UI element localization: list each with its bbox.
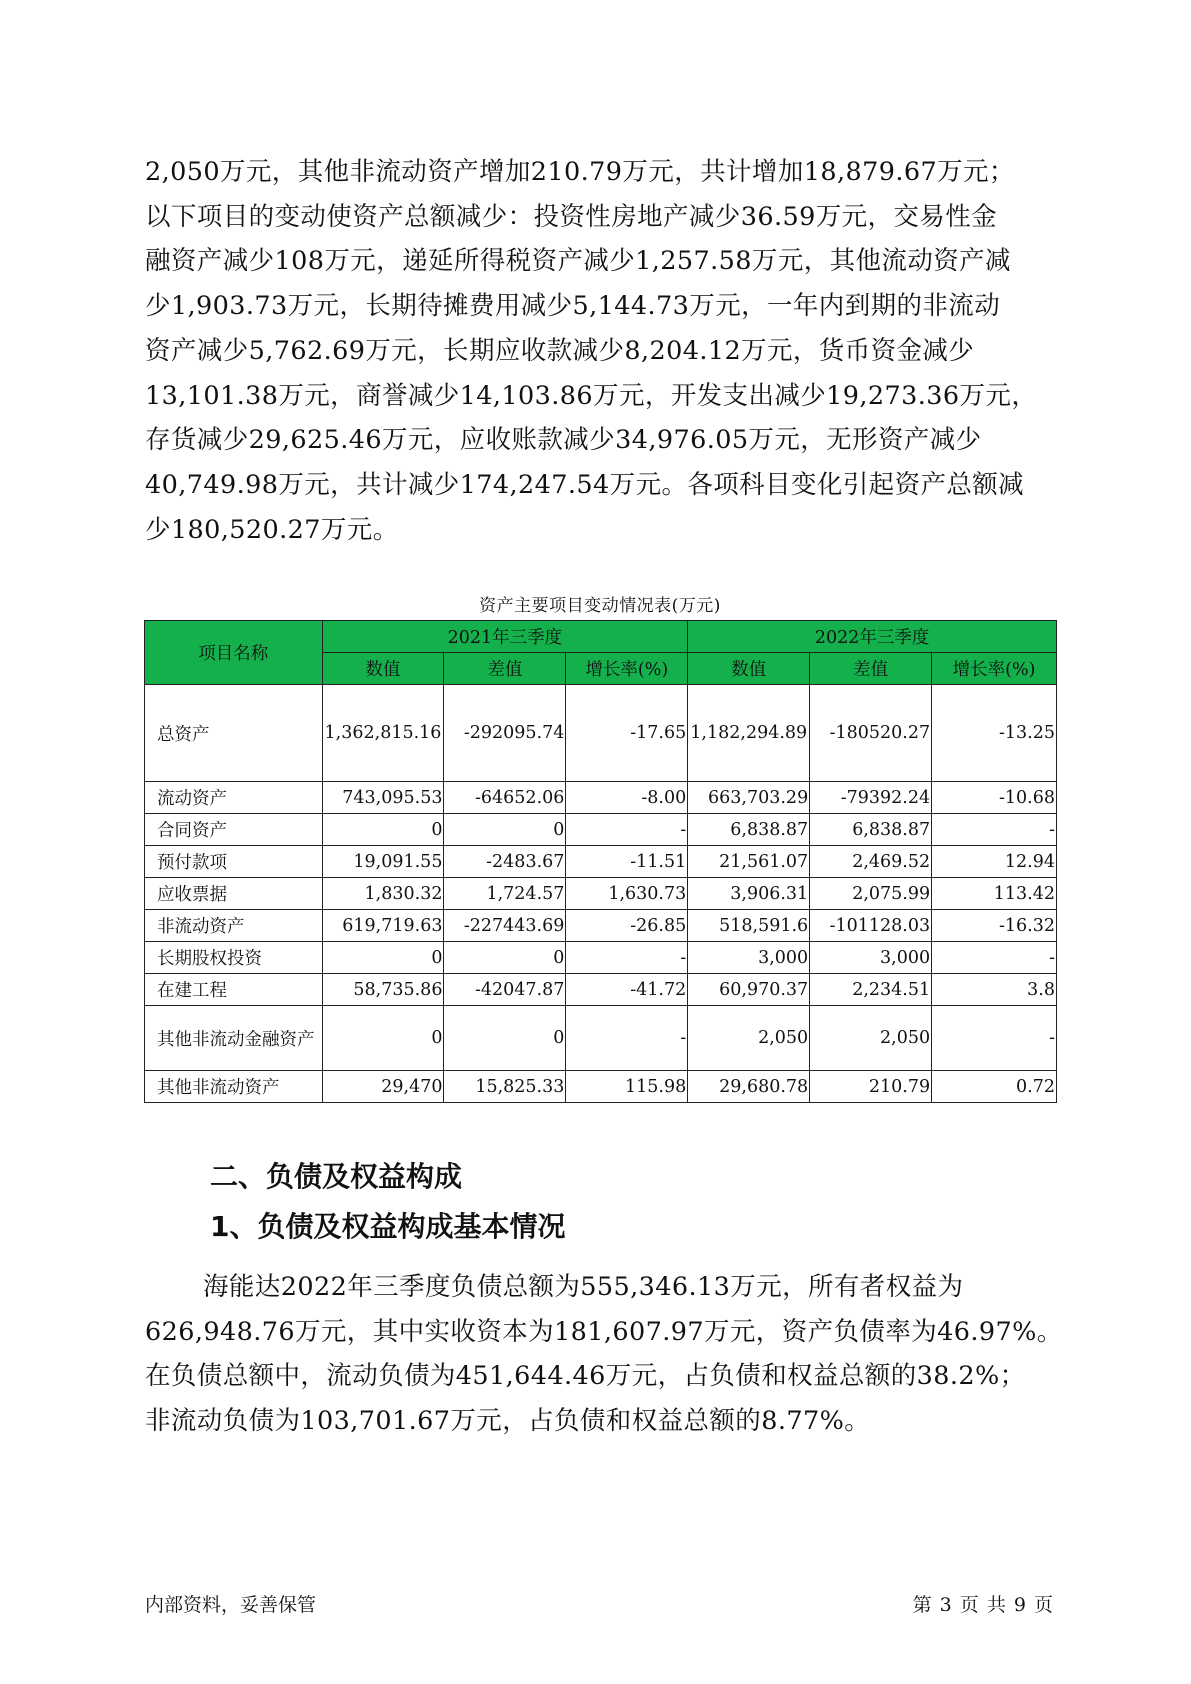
cell-diff-2022: 210.79 — [810, 1071, 932, 1103]
row-name: 应收票据 — [145, 878, 323, 910]
text-line: 少1,903.73万元，长期待摊费用减少5,144.73万元，一年内到期的非流动 — [145, 291, 1001, 322]
cell-growth-2022: -16.32 — [932, 910, 1057, 942]
cell-value-2022: 518,591.6 — [688, 910, 810, 942]
table-row — [145, 1006, 1057, 1071]
cell-diff-2021: -227443.69 — [444, 910, 566, 942]
cell-value-2022: 60,970.37 — [688, 974, 810, 1006]
cell-diff-2021: -42047.87 — [444, 974, 566, 1006]
text-line: 融资产减少108万元，递延所得税资产减少1,257.58万元，其他流动资产减 — [145, 246, 1011, 277]
paragraph-asset-changes — [145, 150, 1055, 552]
subsection-heading: 1、负债及权益构成基本情况 — [210, 1210, 566, 1243]
cell-diff-2022: 2,050 — [810, 1006, 932, 1071]
cell-value-2022: 29,680.78 — [688, 1071, 810, 1103]
header-item-name: 项目名称 — [145, 621, 323, 685]
cell-diff-2022: 2,075.99 — [810, 878, 932, 910]
cell-diff-2021: 1,724.57 — [444, 878, 566, 910]
table-row — [145, 782, 1057, 814]
cell-growth-2022: 12.94 — [932, 846, 1057, 878]
text-line: 40,749.98万元，共计减少174,247.54万元。各项科目变化引起资产总额减 — [145, 469, 1025, 500]
cell-diff-2021: -292095.74 — [444, 685, 566, 782]
table-row — [145, 974, 1057, 1006]
text-line: 非流动负债为103,701.67万元，占负债和权益总额的8.77%。 — [145, 1406, 871, 1437]
cell-diff-2022: 2,234.51 — [810, 974, 932, 1006]
cell-value-2022: 663,703.29 — [688, 782, 810, 814]
cell-value-2022: 1,182,294.89 — [688, 685, 810, 782]
text-line: 存货减少29,625.46万元，应收账款减少34,976.05万元，无形资产减少 — [145, 425, 982, 456]
text-line: 在负债总额中，流动负债为451,644.46万元，占负债和权益总额的38.2%； — [145, 1361, 1026, 1392]
table-row — [145, 910, 1057, 942]
header-diff-2021: 差值 — [444, 653, 566, 685]
footer-confidential-note: 内部资料，妥善保管 — [145, 1594, 317, 1616]
cell-growth-2021: - — [566, 814, 688, 846]
footer-page-number: 第 3 页 共 9 页 — [912, 1594, 1054, 1616]
section-heading: 二、负债及权益构成 — [210, 1160, 463, 1193]
cell-value-2021: 0 — [322, 942, 444, 974]
cell-growth-2021: - — [566, 942, 688, 974]
table-row — [145, 878, 1057, 910]
cell-value-2022: 21,561.07 — [688, 846, 810, 878]
cell-value-2021: 19,091.55 — [322, 846, 444, 878]
row-name: 总资产 — [145, 685, 323, 782]
table-row — [145, 846, 1057, 878]
cell-growth-2022: - — [932, 814, 1057, 846]
text-line: 以下项目的变动使资产总额减少：投资性房地产减少36.59万元，交易性金 — [145, 201, 998, 232]
text-line: 13,101.38万元，商誉减少14,103.86万元，开发支出减少19,273.36万元， — [145, 380, 1038, 411]
text-line: 626,948.76万元，其中实收资本为181,607.97万元，资产负债率为46.97%。 — [145, 1316, 1063, 1347]
cell-growth-2022: -13.25 — [932, 685, 1057, 782]
cell-value-2021: 619,719.63 — [322, 910, 444, 942]
text-line: 少180,520.27万元。 — [145, 514, 399, 545]
table-row — [145, 942, 1057, 974]
header-value-2022: 数值 — [688, 653, 810, 685]
header-year-2022: 2022年三季度 — [688, 621, 1057, 653]
cell-value-2021: 743,095.53 — [322, 782, 444, 814]
row-name: 其他非流动金融资产 — [145, 1006, 323, 1071]
row-name: 合同资产 — [145, 814, 323, 846]
table-row — [145, 685, 1057, 782]
cell-diff-2021: 15,825.33 — [444, 1071, 566, 1103]
cell-value-2022: 3,000 — [688, 942, 810, 974]
cell-growth-2021: - — [566, 1006, 688, 1071]
header-growth-2021: 增长率(%) — [566, 653, 688, 685]
cell-diff-2022: 6,838.87 — [810, 814, 932, 846]
cell-value-2021: 0 — [322, 1006, 444, 1071]
text-line: 海能达2022年三季度负债总额为555,346.13万元，所有者权益为 — [203, 1272, 964, 1302]
cell-growth-2022: 0.72 — [932, 1071, 1057, 1103]
paragraph-liabilities — [145, 1265, 1063, 1444]
cell-growth-2021: 115.98 — [566, 1071, 688, 1103]
table-row — [145, 814, 1057, 846]
table-caption: 资产主要项目变动情况表(万元) — [479, 596, 721, 616]
cell-growth-2022: - — [932, 1006, 1057, 1071]
cell-diff-2022: -101128.03 — [810, 910, 932, 942]
row-name: 流动资产 — [145, 782, 323, 814]
header-value-2021: 数值 — [322, 653, 444, 685]
text-line: 2,050万元，其他非流动资产增加210.79万元，共计增加18,879.67万元； — [145, 157, 1015, 187]
cell-growth-2021: -11.51 — [566, 846, 688, 878]
cell-growth-2021: -41.72 — [566, 974, 688, 1006]
cell-growth-2022: -10.68 — [932, 782, 1057, 814]
cell-growth-2022: 113.42 — [932, 878, 1057, 910]
row-name: 其他非流动资产 — [145, 1071, 323, 1103]
cell-value-2022: 6,838.87 — [688, 814, 810, 846]
cell-diff-2021: -2483.67 — [444, 846, 566, 878]
cell-diff-2021: 0 — [444, 814, 566, 846]
cell-diff-2021: 0 — [444, 942, 566, 974]
header-year-2021: 2021年三季度 — [322, 621, 688, 653]
cell-growth-2022: 3.8 — [932, 974, 1057, 1006]
cell-growth-2021: -17.65 — [566, 685, 688, 782]
header-diff-2022: 差值 — [810, 653, 932, 685]
text-line: 资产减少5,762.69万元，长期应收款减少8,204.12万元，货币资金减少 — [145, 335, 975, 366]
cell-value-2022: 2,050 — [688, 1006, 810, 1071]
table-row — [145, 1071, 1057, 1103]
row-name: 非流动资产 — [145, 910, 323, 942]
row-name: 在建工程 — [145, 974, 323, 1006]
cell-value-2021: 1,362,815.16 — [322, 685, 444, 782]
cell-value-2021: 0 — [322, 814, 444, 846]
cell-diff-2022: 2,469.52 — [810, 846, 932, 878]
cell-diff-2022: -180520.27 — [810, 685, 932, 782]
row-name: 长期股权投资 — [145, 942, 323, 974]
cell-diff-2022: 3,000 — [810, 942, 932, 974]
row-name: 预付款项 — [145, 846, 323, 878]
cell-value-2022: 3,906.31 — [688, 878, 810, 910]
cell-growth-2021: -8.00 — [566, 782, 688, 814]
cell-value-2021: 58,735.86 — [322, 974, 444, 1006]
cell-diff-2021: 0 — [444, 1006, 566, 1071]
cell-growth-2022: - — [932, 942, 1057, 974]
header-growth-2022: 增长率(%) — [932, 653, 1057, 685]
cell-diff-2021: -64652.06 — [444, 782, 566, 814]
cell-value-2021: 29,470 — [322, 1071, 444, 1103]
cell-growth-2021: 1,630.73 — [566, 878, 688, 910]
cell-growth-2021: -26.85 — [566, 910, 688, 942]
asset-change-table — [144, 620, 1057, 1103]
cell-diff-2022: -79392.24 — [810, 782, 932, 814]
cell-value-2021: 1,830.32 — [322, 878, 444, 910]
